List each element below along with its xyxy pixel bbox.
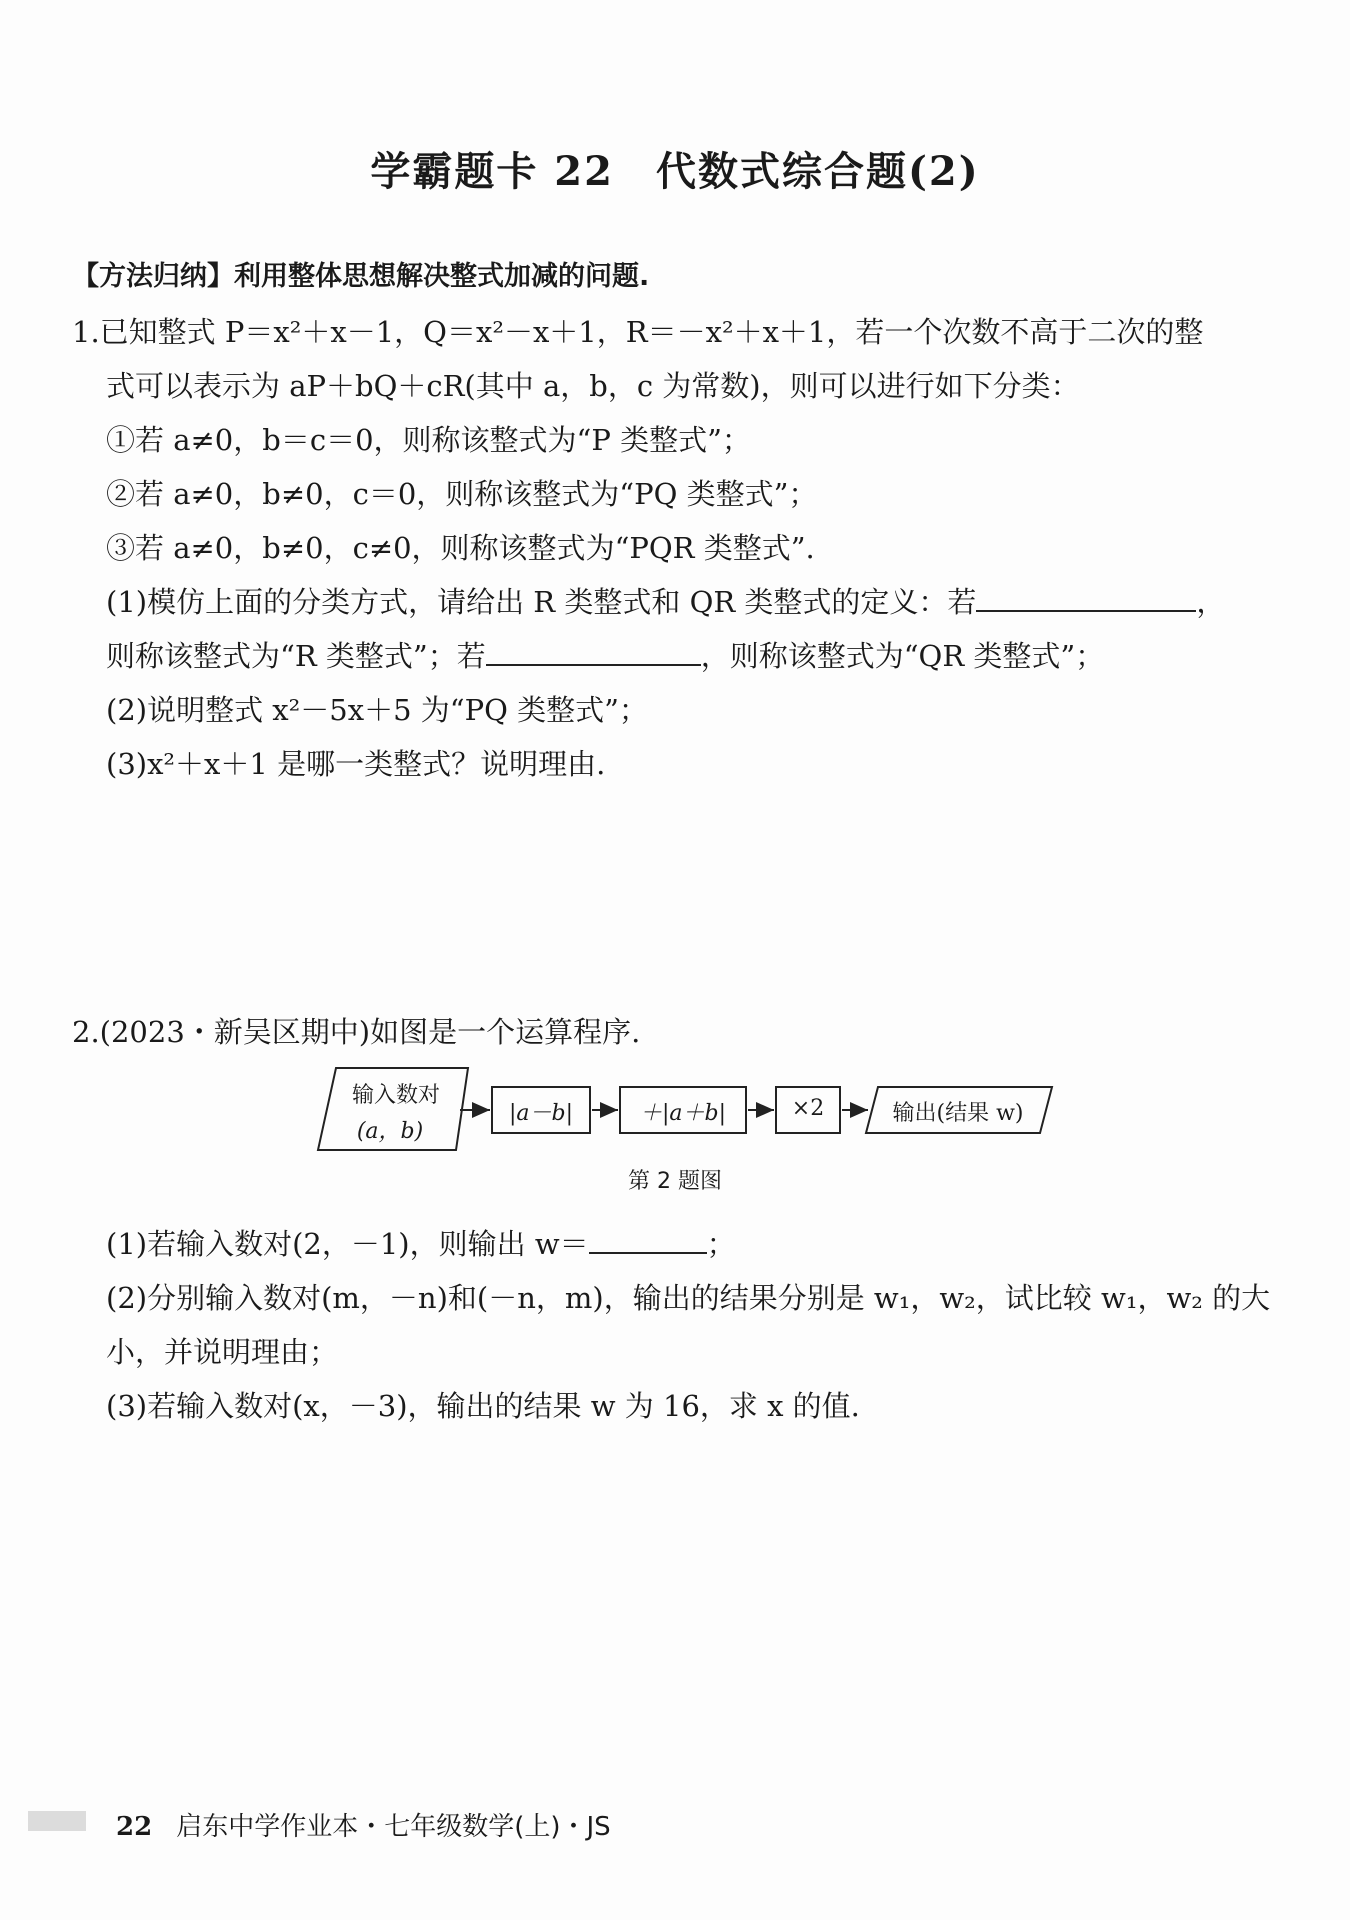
step-abs-diff-label: |a－b| bbox=[508, 1101, 574, 1126]
q1-part-1-text-3: ，则称该整式为“QR 类整式”； bbox=[700, 639, 1105, 673]
q1-case-3: ③若 a≠0，b≠0，c≠0，则称该整式为“PQR 类整式”. bbox=[106, 531, 815, 565]
q1-part-1-line-2 bbox=[106, 634, 1104, 675]
q2-part-2-line-1: (2)分别输入数对(m，－n)和(－n，m)，输出的结果分别是 w₁，w₂，试比较 w₁，w₂ 的大 bbox=[106, 1281, 1271, 1315]
q2-part-3: (3)若输入数对(x，－3)，输出的结果 w 为 16，求 x 的值. bbox=[106, 1389, 860, 1423]
figure-caption: 第 2 题图 bbox=[628, 1169, 722, 1194]
page-title: 学霸题卡 22 代数式综合题(2) bbox=[370, 148, 980, 195]
step-times-two-label: ×2 bbox=[791, 1096, 825, 1121]
page-number: 22 bbox=[116, 1812, 153, 1842]
step-add-abs-sum-label: ＋|a＋b| bbox=[639, 1101, 727, 1126]
q1-part-1-comma: ， bbox=[1196, 585, 1226, 619]
q2-part-1-text: (1)若输入数对(2，－1)，则输出 w＝ bbox=[106, 1227, 589, 1261]
q1-case-1: ①若 a≠0，b＝c＝0，则称该整式为“P 类整式”； bbox=[106, 423, 751, 457]
answer-blank-w[interactable] bbox=[589, 1226, 707, 1254]
output-label: 输出(结果 w) bbox=[892, 1101, 1024, 1126]
footer-decoration bbox=[28, 1811, 86, 1831]
q1-line-1: 1.已知整式 P＝x²＋x－1，Q＝x²－x＋1，R＝－x²＋x＋1，若一个次数不高于二次的整 bbox=[72, 315, 1204, 349]
q1-part-1-text: (1)模仿上面的分类方式，请给出 R 类整式和 QR 类整式的定义：若 bbox=[106, 585, 977, 619]
q2-part-1-semicolon: ； bbox=[706, 1227, 736, 1261]
page-footer bbox=[116, 1806, 611, 1843]
q2-part-1 bbox=[106, 1222, 736, 1263]
answer-blank-qr-definition[interactable] bbox=[486, 638, 701, 666]
q1-part-1-line-1 bbox=[106, 580, 1225, 621]
q1-line-2: 式可以表示为 aP＋bQ＋cR(其中 a，b，c 为常数)，则可以进行如下分类： bbox=[106, 369, 1080, 403]
q1-case-2: ②若 a≠0，b≠0，c＝0，则称该整式为“PQ 类整式”； bbox=[106, 477, 818, 511]
book-title: 启东中学作业本・七年级数学(上)・JS bbox=[176, 1812, 611, 1842]
method-summary: 【方法归纳】利用整体思想解决整式加减的问题. bbox=[72, 261, 650, 292]
input-label: 输入数对 bbox=[351, 1083, 440, 1108]
q1-part-3: (3)x²＋x＋1 是哪一类整式？说明理由. bbox=[106, 747, 606, 781]
answer-blank-r-definition[interactable] bbox=[976, 584, 1196, 612]
q1-part-2: (2)说明整式 x²－5x＋5 为“PQ 类整式”； bbox=[106, 693, 648, 727]
input-pair-label: (a，b) bbox=[356, 1119, 424, 1144]
q1-part-1-text-2: 则称该整式为“R 类整式”；若 bbox=[106, 639, 486, 673]
q2-part-2-line-2: 小，并说明理由； bbox=[106, 1335, 339, 1369]
q2-line-1: 2.(2023・新吴区期中)如图是一个运算程序. bbox=[72, 1015, 641, 1049]
